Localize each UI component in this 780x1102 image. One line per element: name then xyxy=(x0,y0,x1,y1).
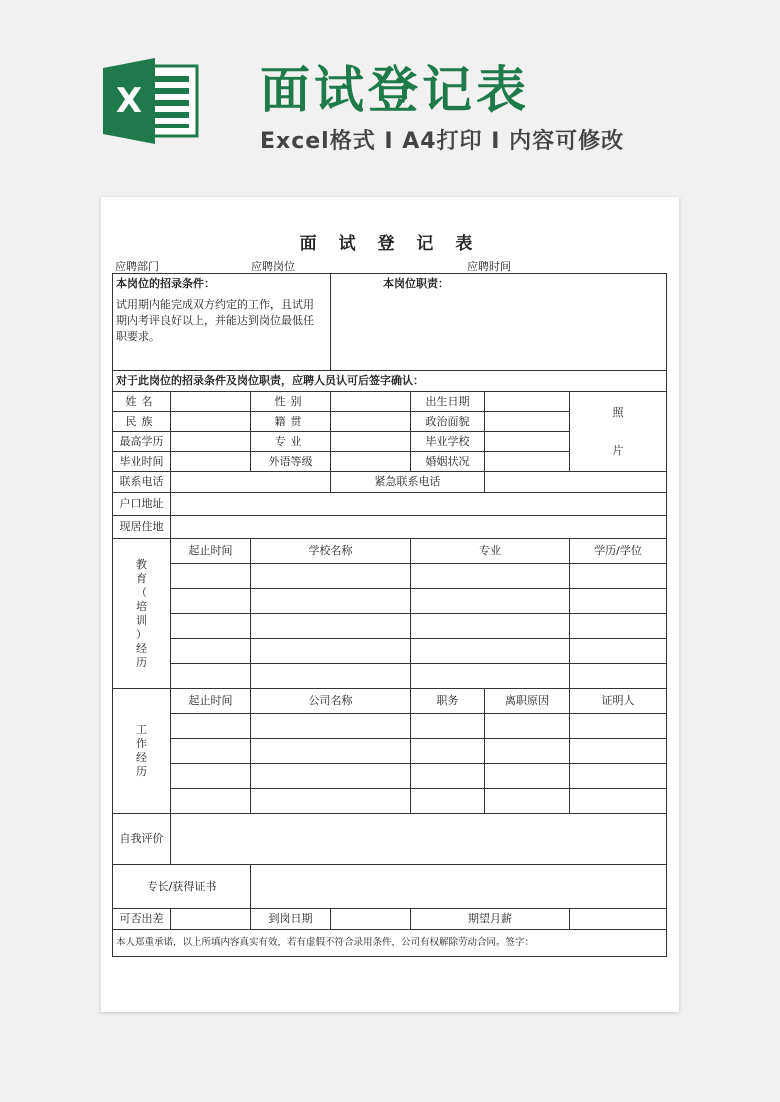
work-cell[interactable] xyxy=(251,714,411,739)
work-row xyxy=(113,714,667,739)
edu-row xyxy=(113,664,667,689)
edu-label-char: （ xyxy=(136,585,147,599)
edu-label-char: 育 xyxy=(136,571,147,585)
work-cell[interactable] xyxy=(411,714,485,739)
work-section-label xyxy=(113,689,171,814)
label-major: 专业 xyxy=(251,432,331,452)
label-skills: 专长/获得证书 xyxy=(113,865,251,909)
label-start-date: 到岗日期 xyxy=(251,909,331,930)
work-cell[interactable] xyxy=(171,764,251,789)
work-cell[interactable] xyxy=(411,789,485,814)
edu-cell[interactable] xyxy=(570,589,667,614)
edu-label-char: 历 xyxy=(136,655,147,669)
work-cell[interactable] xyxy=(570,764,667,789)
work-label-char: 作 xyxy=(136,737,147,750)
label-phone: 联系电话 xyxy=(113,472,171,493)
meta-post: 应聘岗位 xyxy=(251,260,295,273)
field-travel[interactable] xyxy=(171,909,251,930)
edu-row xyxy=(113,564,667,589)
field-school[interactable] xyxy=(485,432,570,452)
work-label-char: 工 xyxy=(136,723,147,736)
edu-cell[interactable] xyxy=(171,639,251,664)
conditions-text: 试用期内能完成双方约定的工作，且试用 期内考评良好以上，并能达到岗位最低任 职要求。 xyxy=(116,298,314,343)
work-row xyxy=(113,789,667,814)
field-birth[interactable] xyxy=(485,392,570,412)
field-gender[interactable] xyxy=(331,392,411,412)
work-row xyxy=(113,739,667,764)
photo-cell[interactable] xyxy=(570,392,667,472)
field-marital[interactable] xyxy=(485,452,570,472)
svg-text:X: X xyxy=(115,81,143,121)
work-cell[interactable] xyxy=(411,739,485,764)
edu-cell[interactable] xyxy=(411,664,570,689)
edu-label-char: 培 xyxy=(136,599,147,613)
edu-cell[interactable] xyxy=(251,614,411,639)
work-cell[interactable] xyxy=(570,739,667,764)
work-header-reason: 离职原因 xyxy=(485,689,570,714)
work-header-position: 职务 xyxy=(411,689,485,714)
work-cell[interactable] xyxy=(171,714,251,739)
label-political: 政治面貌 xyxy=(411,412,485,432)
label-address: 现居住地 xyxy=(113,516,171,539)
edu-label-char: 训 xyxy=(136,613,147,627)
edu-cell[interactable] xyxy=(570,564,667,589)
edu-cell[interactable] xyxy=(570,614,667,639)
meta-dept: 应聘部门 xyxy=(115,260,159,273)
duties-cell xyxy=(331,274,667,371)
edu-cell[interactable] xyxy=(411,614,570,639)
edu-header-school: 学校名称 xyxy=(251,539,411,564)
banner-subtitle: Excel格式 I A4打印 I 内容可修改 xyxy=(260,129,625,154)
edu-row xyxy=(113,589,667,614)
field-political[interactable] xyxy=(485,412,570,432)
field-emergency[interactable] xyxy=(485,472,667,493)
field-native[interactable] xyxy=(331,412,411,432)
edu-cell[interactable] xyxy=(251,639,411,664)
work-cell[interactable] xyxy=(485,714,570,739)
field-self-evaluation[interactable] xyxy=(171,814,667,865)
banner xyxy=(0,0,780,190)
work-header-reference: 证明人 xyxy=(570,689,667,714)
work-cell[interactable] xyxy=(485,739,570,764)
label-gender: 性别 xyxy=(251,392,331,412)
field-education[interactable] xyxy=(171,432,251,452)
label-school: 毕业学校 xyxy=(411,432,485,452)
form-page xyxy=(101,197,679,1012)
work-header-period: 起止时间 xyxy=(171,689,251,714)
label-native: 籍贯 xyxy=(251,412,331,432)
field-salary[interactable] xyxy=(570,909,667,930)
work-cell[interactable] xyxy=(570,714,667,739)
field-start-date[interactable] xyxy=(331,909,411,930)
label-travel: 可否出差 xyxy=(113,909,171,930)
edu-cell[interactable] xyxy=(251,564,411,589)
work-cell[interactable] xyxy=(570,789,667,814)
banner-title: 面试登记表 xyxy=(260,61,530,119)
field-skills[interactable] xyxy=(251,865,667,909)
edu-row xyxy=(113,614,667,639)
document-title: 面 试 登 记 表 xyxy=(299,234,481,254)
field-grad-time[interactable] xyxy=(171,452,251,472)
edu-header-period: 起止时间 xyxy=(171,539,251,564)
field-phone[interactable] xyxy=(171,472,331,493)
edu-cell[interactable] xyxy=(171,614,251,639)
edu-cell[interactable] xyxy=(411,639,570,664)
label-grad-time: 毕业时间 xyxy=(113,452,171,472)
photo-label-2: 片 xyxy=(612,443,624,457)
edu-row xyxy=(113,639,667,664)
interview-form-table xyxy=(112,273,667,957)
label-self-evaluation: 自我评价 xyxy=(113,814,171,865)
edu-label-char: ） xyxy=(136,627,147,641)
edu-cell[interactable] xyxy=(411,564,570,589)
label-marital: 婚姻状况 xyxy=(411,452,485,472)
edu-label-char: 教 xyxy=(136,557,147,571)
label-salary: 期望月薪 xyxy=(411,909,570,930)
field-major[interactable] xyxy=(331,432,411,452)
pledge-statement: 本人郑重承诺，以上所填内容真实有效，若有虚假不符合录用条件，公司有权解除劳动合同。签字： xyxy=(113,930,667,957)
edu-label-char: 经 xyxy=(136,641,147,655)
label-birth: 出生日期 xyxy=(411,392,485,412)
work-row xyxy=(113,764,667,789)
work-cell[interactable] xyxy=(171,789,251,814)
field-address[interactable] xyxy=(171,516,667,539)
work-cell[interactable] xyxy=(251,764,411,789)
duties-title: 本岗位职责： xyxy=(383,277,450,290)
edu-cell[interactable] xyxy=(171,664,251,689)
edu-cell[interactable] xyxy=(411,589,570,614)
edu-cell[interactable] xyxy=(251,664,411,689)
label-ethnic: 民族 xyxy=(113,412,171,432)
edu-header-degree: 学历/学位 xyxy=(570,539,667,564)
edu-cell[interactable] xyxy=(171,564,251,589)
label-emergency: 紧急联系电话 xyxy=(331,472,485,493)
conditions-cell xyxy=(113,274,331,371)
label-name: 姓名 xyxy=(113,392,171,412)
excel-icon xyxy=(103,58,199,144)
edu-cell[interactable] xyxy=(570,639,667,664)
work-label-char: 经 xyxy=(136,751,147,764)
work-cell[interactable] xyxy=(171,739,251,764)
label-education: 最高学历 xyxy=(113,432,171,452)
work-cell[interactable] xyxy=(411,764,485,789)
label-hukou: 户口地址 xyxy=(113,493,171,516)
photo-label-1: 照 xyxy=(612,405,624,419)
field-ethnic[interactable] xyxy=(171,412,251,432)
edu-header-major: 专业 xyxy=(411,539,570,564)
field-name[interactable] xyxy=(171,392,251,412)
field-language[interactable] xyxy=(331,452,411,472)
confirm-statement: 对于此岗位的招录条件及岗位职责，应聘人员认可后签字确认： xyxy=(113,371,667,392)
work-cell[interactable] xyxy=(251,739,411,764)
field-hukou[interactable] xyxy=(171,493,667,516)
work-header-company: 公司名称 xyxy=(251,689,411,714)
conditions-title: 本岗位的招录条件： xyxy=(116,277,215,290)
work-cell[interactable] xyxy=(485,789,570,814)
edu-cell[interactable] xyxy=(251,589,411,614)
edu-cell[interactable] xyxy=(171,589,251,614)
label-language: 外语等级 xyxy=(251,452,331,472)
edu-cell[interactable] xyxy=(570,664,667,689)
work-label-char: 历 xyxy=(136,765,147,778)
work-cell[interactable] xyxy=(251,789,411,814)
meta-time: 应聘时间 xyxy=(467,260,511,273)
work-cell[interactable] xyxy=(485,764,570,789)
education-section-label xyxy=(113,539,171,689)
